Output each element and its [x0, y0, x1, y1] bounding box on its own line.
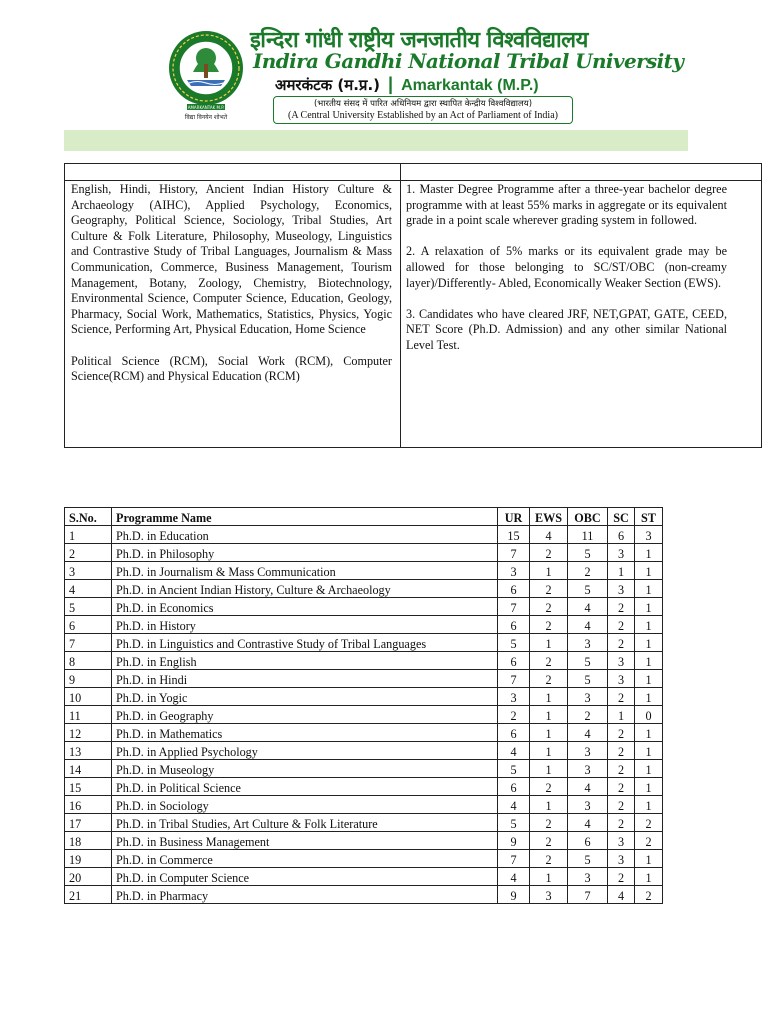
cell-programme-name: Ph.D. in Business Management — [112, 832, 498, 850]
cell-obc: 4 — [568, 724, 608, 742]
cell-ur: 4 — [498, 742, 530, 760]
cell-ur: 6 — [498, 580, 530, 598]
cell-ur: 9 — [498, 832, 530, 850]
cell-programme-name: Ph.D. in Yogic — [112, 688, 498, 706]
cell-programme-name: Ph.D. in Journalism & Mass Communication — [112, 562, 498, 580]
cell-ews: 2 — [530, 832, 568, 850]
cell-ews: 2 — [530, 652, 568, 670]
header-ews: EWS — [530, 508, 568, 526]
location-english: Amarkantak (M.P.) — [401, 77, 539, 94]
cell-obc: 4 — [568, 814, 608, 832]
cell-st: 1 — [635, 580, 663, 598]
cell-ews: 1 — [530, 868, 568, 886]
svg-text:AMARKANTAK M.P.: AMARKANTAK M.P. — [187, 105, 225, 110]
cell-ur: 4 — [498, 868, 530, 886]
table-row — [65, 742, 663, 760]
cell-programme-name: Ph.D. in Ancient Indian History, Culture & Archaeology — [112, 580, 498, 598]
cell-sno: 17 — [65, 814, 112, 832]
cell-ews: 1 — [530, 562, 568, 580]
cell-programme-name: Ph.D. in Education — [112, 526, 498, 544]
location-line — [275, 74, 539, 95]
cell-sno: 12 — [65, 724, 112, 742]
cell-obc: 4 — [568, 778, 608, 796]
cell-sno: 7 — [65, 634, 112, 652]
establishment-banner — [273, 96, 573, 124]
criteria-paragraph: 1. Master Degree Programme after a three-year bachelor degree programme with at least 55% marks in aggregate or its equivalent grade in a point scale wherever grading system in followed. — [406, 182, 727, 228]
cell-obc: 3 — [568, 742, 608, 760]
table-row — [65, 670, 663, 688]
cell-ur: 2 — [498, 706, 530, 724]
table-row — [65, 760, 663, 778]
cell-ews: 1 — [530, 634, 568, 652]
cell-sc: 2 — [608, 778, 635, 796]
cell-sno: 13 — [65, 742, 112, 760]
cell-programme-name: Ph.D. in History — [112, 616, 498, 634]
cell-sc: 3 — [608, 670, 635, 688]
cell-ews: 3 — [530, 886, 568, 904]
header-programme-name: Programme Name — [112, 508, 498, 526]
cell-sno: 14 — [65, 760, 112, 778]
cell-st: 1 — [635, 688, 663, 706]
cell-st: 1 — [635, 634, 663, 652]
cell-ews: 2 — [530, 778, 568, 796]
cell-sc: 2 — [608, 634, 635, 652]
header-sc: SC — [608, 508, 635, 526]
banner-hindi-text: (भारतीय संसद में पारित अधिनियम द्वारा स्थापित केन्द्रीय विश्वविद्यालय) — [313, 99, 533, 109]
cell-sno: 4 — [65, 580, 112, 598]
column-divider — [400, 164, 401, 447]
university-seal-logo — [165, 28, 247, 122]
cell-sc: 2 — [608, 796, 635, 814]
cell-sc: 3 — [608, 544, 635, 562]
cell-sc: 2 — [608, 760, 635, 778]
cell-sc: 2 — [608, 616, 635, 634]
cell-programme-name: Ph.D. in Geography — [112, 706, 498, 724]
cell-obc: 6 — [568, 832, 608, 850]
cell-ews: 1 — [530, 760, 568, 778]
table-row — [65, 688, 663, 706]
header-st: ST — [635, 508, 663, 526]
cell-sno: 11 — [65, 706, 112, 724]
cell-sc: 1 — [608, 706, 635, 724]
cell-sc: 6 — [608, 526, 635, 544]
cell-obc: 5 — [568, 652, 608, 670]
cell-st: 1 — [635, 868, 663, 886]
cell-sno: 16 — [65, 796, 112, 814]
cell-obc: 4 — [568, 616, 608, 634]
table-row — [65, 886, 663, 904]
cell-obc: 3 — [568, 868, 608, 886]
cell-obc: 5 — [568, 544, 608, 562]
cell-ews: 2 — [530, 616, 568, 634]
subjects-paragraph: Political Science (RCM), Social Work (RCM), Computer Science(RCM) and Physical Education (RCM) — [71, 353, 392, 384]
cell-sc: 3 — [608, 850, 635, 868]
cell-ews: 1 — [530, 706, 568, 724]
table-row — [65, 526, 663, 544]
cell-ur: 7 — [498, 850, 530, 868]
table-row — [65, 544, 663, 562]
cell-programme-name: Ph.D. in Commerce — [112, 850, 498, 868]
header-sno: S.No. — [65, 508, 112, 526]
table-row — [65, 652, 663, 670]
criteria-paragraph: 2. A relaxation of 5% marks or its equivalent grade may be allowed for those belonging to SC/ST/OBC (non-creamy layer)/Differently- Abled, Economically Weaker Section (EWS). — [406, 244, 727, 290]
cell-ews: 2 — [530, 580, 568, 598]
cell-st: 1 — [635, 670, 663, 688]
cell-st: 1 — [635, 724, 663, 742]
table-row — [65, 796, 663, 814]
table-row — [65, 580, 663, 598]
cell-ur: 5 — [498, 760, 530, 778]
cell-obc: 5 — [568, 580, 608, 598]
cell-st: 2 — [635, 832, 663, 850]
cell-programme-name: Ph.D. in Philosophy — [112, 544, 498, 562]
cell-ur: 15 — [498, 526, 530, 544]
cell-ur: 6 — [498, 724, 530, 742]
cell-sno: 10 — [65, 688, 112, 706]
cell-obc: 3 — [568, 688, 608, 706]
cell-sno: 8 — [65, 652, 112, 670]
seat-matrix-table — [64, 507, 663, 904]
english-university-title: Indira Gandhi National Tribal University — [253, 49, 684, 73]
cell-programme-name: Ph.D. in Tribal Studies, Art Culture & Folk Literature — [112, 814, 498, 832]
table-row — [65, 598, 663, 616]
cell-obc: 3 — [568, 634, 608, 652]
cell-obc: 5 — [568, 670, 608, 688]
cell-programme-name: Ph.D. in Museology — [112, 760, 498, 778]
cell-ur: 9 — [498, 886, 530, 904]
table-row — [65, 616, 663, 634]
cell-programme-name: Ph.D. in Pharmacy — [112, 886, 498, 904]
seat-matrix-body — [65, 526, 663, 904]
cell-programme-name: Ph.D. in Linguistics and Contrastive Study of Tribal Languages — [112, 634, 498, 652]
cell-st: 1 — [635, 652, 663, 670]
cell-sno: 18 — [65, 832, 112, 850]
cell-ur: 5 — [498, 814, 530, 832]
cell-st: 1 — [635, 562, 663, 580]
cell-sno: 19 — [65, 850, 112, 868]
cell-obc: 3 — [568, 760, 608, 778]
section-heading-strip — [64, 130, 688, 151]
cell-obc: 3 — [568, 796, 608, 814]
cell-st: 1 — [635, 850, 663, 868]
table-row — [65, 562, 663, 580]
cell-ur: 6 — [498, 616, 530, 634]
cell-programme-name: Ph.D. in Economics — [112, 598, 498, 616]
cell-st: 1 — [635, 598, 663, 616]
location-hindi: अमरकंटक (म.प्र.) — [275, 76, 381, 94]
cell-st: 1 — [635, 796, 663, 814]
cell-ur: 6 — [498, 652, 530, 670]
table-row — [65, 832, 663, 850]
cell-ews: 2 — [530, 850, 568, 868]
cell-sno: 6 — [65, 616, 112, 634]
cell-sc: 2 — [608, 814, 635, 832]
table-row — [65, 868, 663, 886]
seat-matrix-header-row — [65, 508, 663, 526]
cell-st: 1 — [635, 544, 663, 562]
cell-obc: 2 — [568, 706, 608, 724]
table-row — [65, 634, 663, 652]
eligibility-header-row — [65, 164, 761, 181]
cell-ews: 2 — [530, 598, 568, 616]
cell-ews: 1 — [530, 796, 568, 814]
cell-sno: 20 — [65, 868, 112, 886]
cell-ur: 7 — [498, 598, 530, 616]
cell-st: 1 — [635, 616, 663, 634]
cell-sno: 3 — [65, 562, 112, 580]
cell-ews: 2 — [530, 544, 568, 562]
cell-obc: 7 — [568, 886, 608, 904]
cell-st: 2 — [635, 886, 663, 904]
cell-obc: 2 — [568, 562, 608, 580]
cell-programme-name: Ph.D. in English — [112, 652, 498, 670]
cell-sc: 1 — [608, 562, 635, 580]
cell-sno: 21 — [65, 886, 112, 904]
cell-ur: 3 — [498, 562, 530, 580]
criteria-paragraph: 3. Candidates who have cleared JRF, NET,GPAT, GATE, CEED, NET Score (Ph.D. Admission) and any other similar National Level Test. — [406, 306, 727, 352]
cell-sno: 5 — [65, 598, 112, 616]
cell-ur: 5 — [498, 634, 530, 652]
cell-programme-name: Ph.D. in Sociology — [112, 796, 498, 814]
table-row — [65, 814, 663, 832]
cell-st: 1 — [635, 760, 663, 778]
cell-sc: 4 — [608, 886, 635, 904]
subjects-paragraph: English, Hindi, History, Ancient Indian History Culture & Archaeology (AIHC), Applied Psychology, Economics, Geography, Political Science, Sociology, Tribal Studies, Art Culture & Folk Literature, Philosophy, Museology, Linguistics and Contrastive Study of Tribal Languages, Journalism & Mass Communication, Commerce, Business Management, Tourism Management, Botany, Zoology, Chemistry, Biotechnology, Environmental Science, Computer Science, Education, Geology, Pharmacy, Social Work, Mathematics, Statistics, Physics, Yogic Science, Performing Art, Physical Education, Home Science — [71, 182, 392, 337]
table-row — [65, 778, 663, 796]
cell-ews: 4 — [530, 526, 568, 544]
cell-sc: 3 — [608, 652, 635, 670]
cell-sc: 3 — [608, 832, 635, 850]
cell-programme-name: Ph.D. in Applied Psychology — [112, 742, 498, 760]
cell-st: 3 — [635, 526, 663, 544]
cell-sc: 2 — [608, 742, 635, 760]
cell-st: 2 — [635, 814, 663, 832]
cell-st: 1 — [635, 778, 663, 796]
cell-ews: 1 — [530, 742, 568, 760]
cell-sno: 9 — [65, 670, 112, 688]
cell-sc: 2 — [608, 868, 635, 886]
cell-st: 1 — [635, 742, 663, 760]
table-row — [65, 706, 663, 724]
eligibility-table — [64, 163, 762, 448]
header-ur: UR — [498, 508, 530, 526]
hindi-university-title: इन्दिरा गांधी राष्ट्रीय जनजातीय विश्वविद्यालय — [250, 28, 588, 53]
header-obc: OBC — [568, 508, 608, 526]
cell-ews: 2 — [530, 670, 568, 688]
cell-ur: 4 — [498, 796, 530, 814]
cell-sc: 2 — [608, 598, 635, 616]
subjects-cell — [71, 182, 392, 400]
criteria-cell — [406, 182, 727, 369]
cell-ews: 2 — [530, 814, 568, 832]
cell-obc: 4 — [568, 598, 608, 616]
location-separator: | — [388, 74, 394, 94]
cell-ur: 6 — [498, 778, 530, 796]
cell-ews: 1 — [530, 724, 568, 742]
cell-obc: 11 — [568, 526, 608, 544]
banner-english-text: (A Central University Established by an Act of Parliament of India) — [288, 110, 558, 121]
cell-programme-name: Ph.D. in Mathematics — [112, 724, 498, 742]
table-row — [65, 850, 663, 868]
cell-sno: 15 — [65, 778, 112, 796]
cell-obc: 5 — [568, 850, 608, 868]
cell-programme-name: Ph.D. in Computer Science — [112, 868, 498, 886]
cell-sc: 2 — [608, 724, 635, 742]
cell-sc: 3 — [608, 580, 635, 598]
cell-ur: 7 — [498, 670, 530, 688]
cell-programme-name: Ph.D. in Political Science — [112, 778, 498, 796]
university-header — [165, 22, 684, 122]
cell-programme-name: Ph.D. in Hindi — [112, 670, 498, 688]
cell-sc: 2 — [608, 688, 635, 706]
cell-st: 0 — [635, 706, 663, 724]
cell-sno: 2 — [65, 544, 112, 562]
cell-sno: 1 — [65, 526, 112, 544]
table-row — [65, 724, 663, 742]
cell-ur: 3 — [498, 688, 530, 706]
cell-ews: 1 — [530, 688, 568, 706]
cell-ur: 7 — [498, 544, 530, 562]
svg-text:विद्या विनयेन शोभते: विद्या विनयेन शोभते — [184, 114, 228, 121]
